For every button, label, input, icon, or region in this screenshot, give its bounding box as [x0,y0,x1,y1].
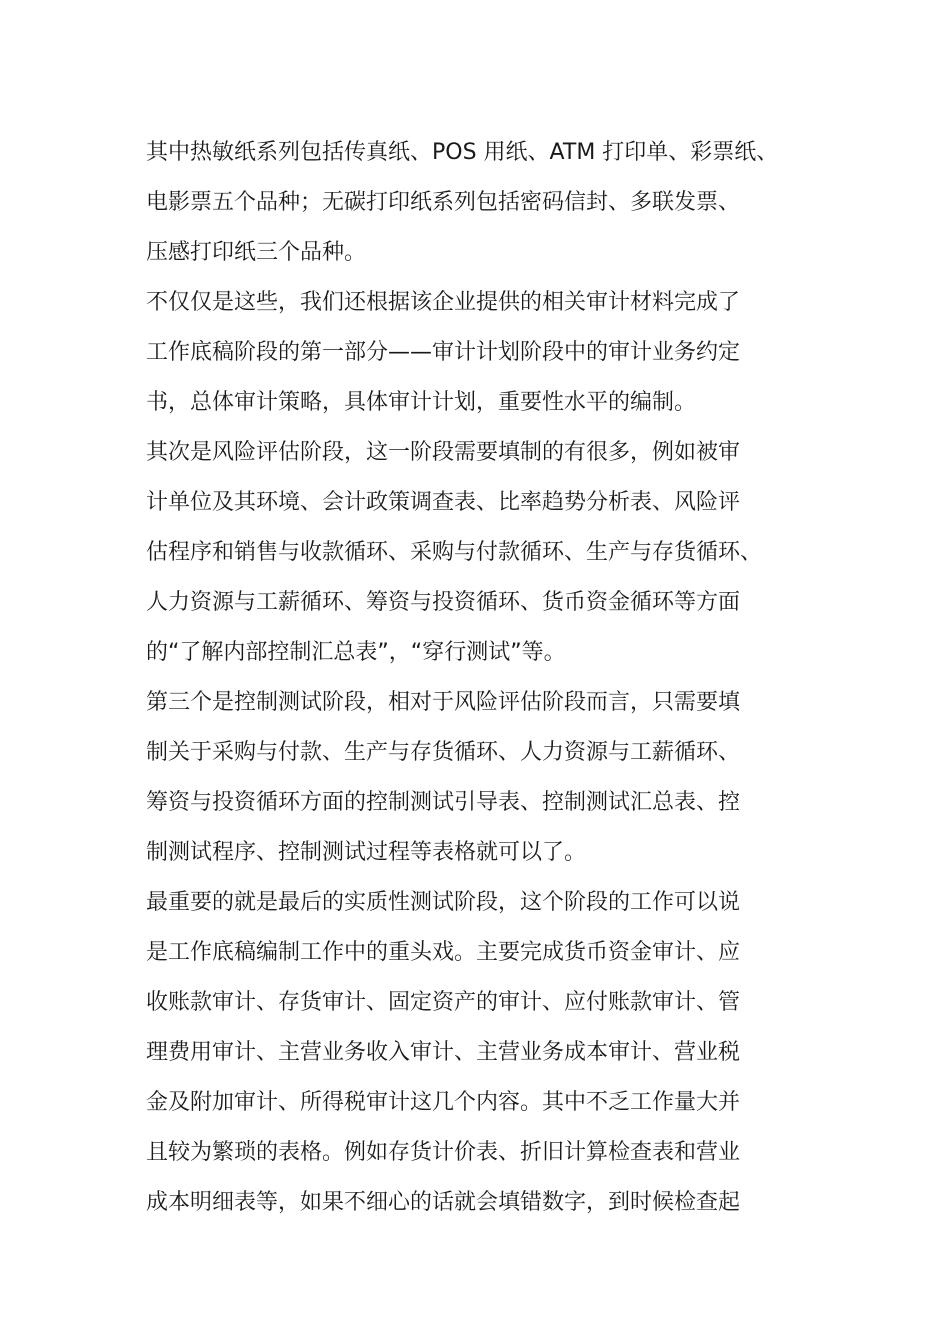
text-line: 不仅仅是这些，我们还根据该企业提供的相关审计材料完成了 [146,290,741,315]
text-line: 估程序和销售与收款循环、采购与付款循环、生产与存货循环、 [146,540,763,565]
text-line: 理费用审计、主营业务收入审计、主营业务成本审计、营业税 [146,1040,741,1065]
text-line: 筹资与投资循环方面的控制测试引导表、控制测试汇总表、控 [146,790,741,815]
text-line: 是工作底稿编制工作中的重头戏。主要完成货币资金审计、应 [146,940,741,965]
text-line: 制测试程序、控制测试过程等表格就可以了。 [146,840,587,865]
body-text [146,128,846,1228]
text-line: 的“了解内部控制汇总表”，“穿行测试”等。 [146,640,566,665]
text-line: 计单位及其环境、会计政策调查表、比率趋势分析表、风险评 [146,490,741,515]
text-line: 电影票五个品种；无碳打印纸系列包括密码信封、多联发票、 [146,190,741,215]
text-line: 人力资源与工薪循环、筹资与投资循环、货币资金循环等方面 [146,590,741,615]
text-line: 金及附加审计、所得税审计这几个内容。其中不乏工作量大并 [146,1090,741,1115]
text-line: 且较为繁琐的表格。例如存货计价表、折旧计算检查表和营业 [146,1140,741,1165]
text-line: 收账款审计、存货审计、固定资产的审计、应付账款审计、管 [146,990,741,1015]
text-line: 第三个是控制测试阶段，相对于风险评估阶段而言，只需要填 [146,690,741,715]
text-line: 成本明细表等，如果不细心的话就会填错数字，到时候检查起 [146,1190,741,1215]
text-line: 最重要的就是最后的实质性测试阶段，这个阶段的工作可以说 [146,890,741,915]
text-line: 其次是风险评估阶段，这一阶段需要填制的有很多，例如被审 [146,440,741,465]
text-line: 工作底稿阶段的第一部分——审计计划阶段中的审计业务约定 [146,340,741,365]
text-line: 书，总体审计策略，具体审计计划，重要性水平的编制。 [146,390,697,415]
text-line: 其中热敏纸系列包括传真纸、POS 用纸、ATM 打印单、彩票纸、 [146,140,779,165]
text-line: 压感打印纸三个品种。 [146,240,367,265]
text-line: 制关于采购与付款、生产与存货循环、人力资源与工薪循环、 [146,740,741,765]
